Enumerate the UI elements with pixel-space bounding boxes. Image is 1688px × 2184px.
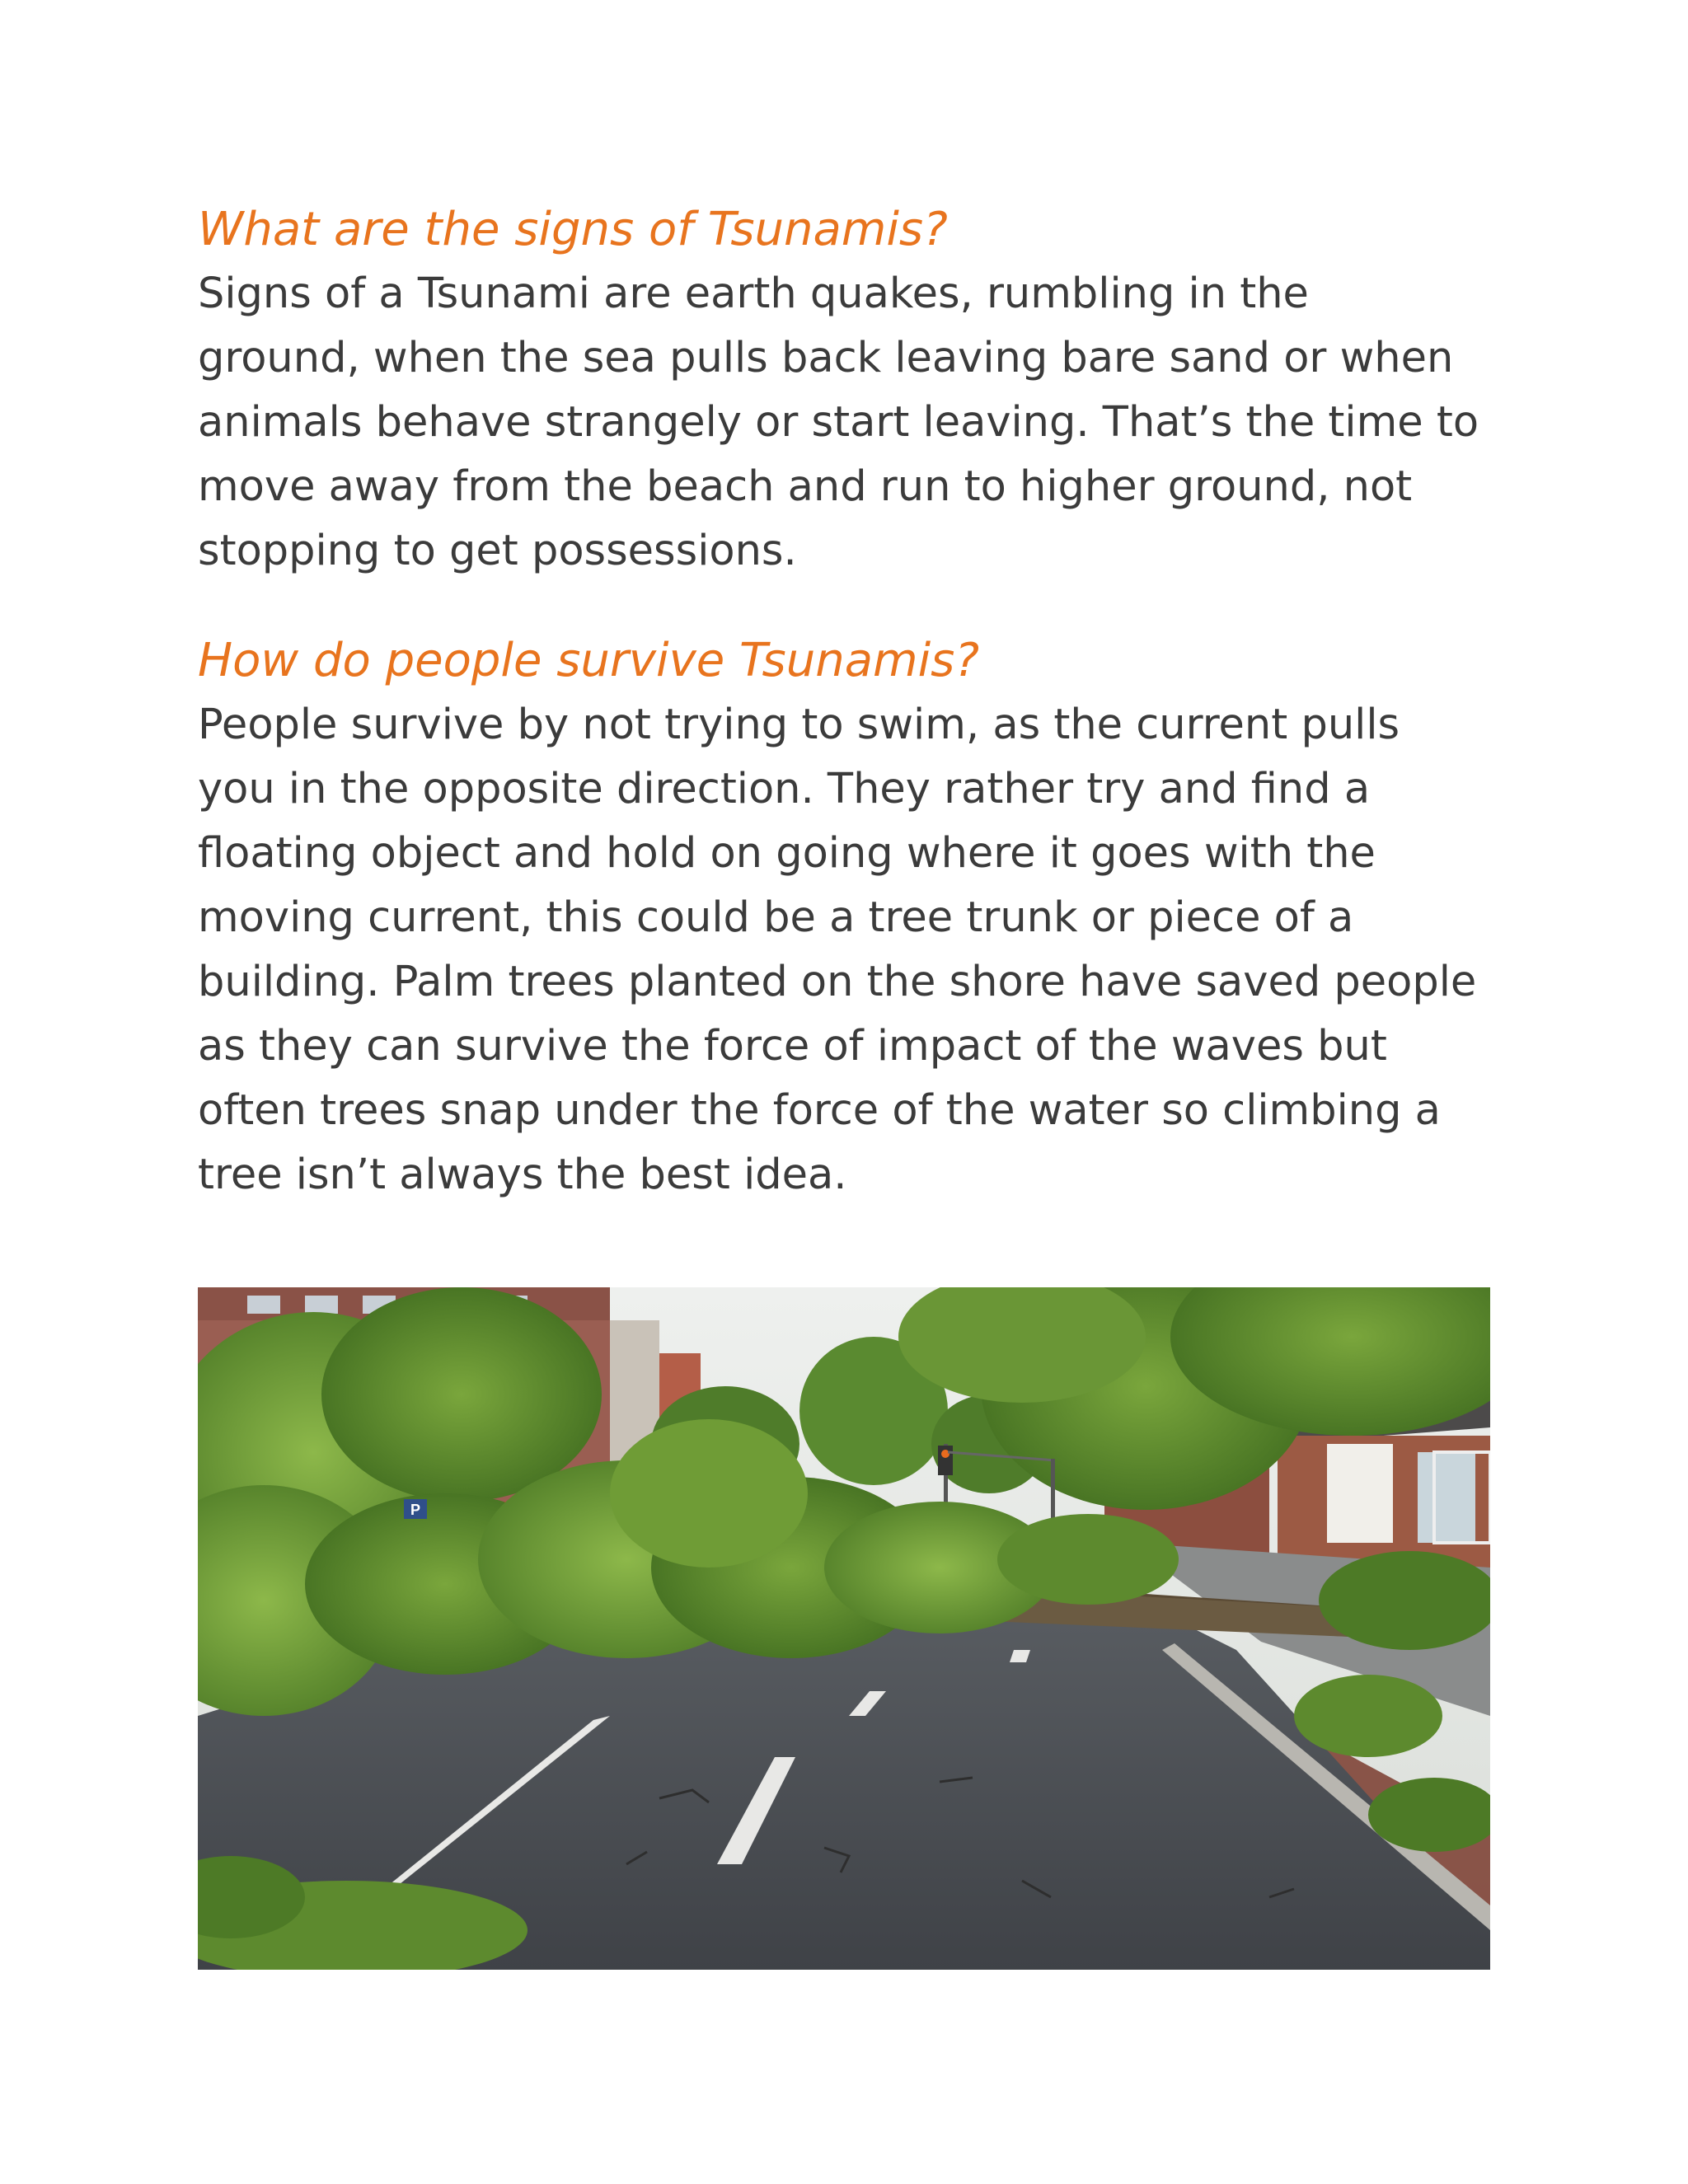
text-content <box>198 198 1500 1207</box>
photo-illustration <box>198 1287 1490 1970</box>
text-line: ground, when the sea pulls back leaving bare sand or when <box>198 334 1454 382</box>
text-line: animals behave strangely or start leaving. That’s the time to <box>198 398 1479 447</box>
text-line: as they can survive the force of impact of the waves but <box>198 1022 1387 1071</box>
text-line: Signs of a Tsunami are earth quakes, rumbling in the <box>198 269 1309 318</box>
text-line: tree isn’t always the best idea. <box>198 1151 847 1199</box>
fallen-tree-street-photo <box>198 1287 1490 1970</box>
section-tsunami-survival <box>198 629 1500 1207</box>
text-line: building. Palm trees planted on the shore have saved people <box>198 958 1477 1006</box>
paragraph-tsunami-survival <box>198 693 1500 1207</box>
heading-tsunami-survival: How do people survive Tsunamis? <box>198 634 980 687</box>
paragraph-tsunami-signs <box>198 262 1500 583</box>
parking-sign-label: P <box>410 1502 421 1518</box>
text-line: floating object and hold on going where it goes with the <box>198 829 1376 878</box>
heading-tsunami-signs: What are the signs of Tsunamis? <box>198 203 948 256</box>
text-line: move away from the beach and run to higher ground, not <box>198 462 1413 511</box>
text-line: you in the opposite direction. They rather try and find a <box>198 765 1371 813</box>
parking-sign <box>404 1499 427 1519</box>
section-tsunami-signs <box>198 198 1500 583</box>
text-line: moving current, this could be a tree trunk or piece of a <box>198 893 1354 942</box>
text-line: stopping to get possessions. <box>198 527 797 575</box>
text-line: often trees snap under the force of the water so climbing a <box>198 1086 1441 1135</box>
text-line: People survive by not trying to swim, as the current pulls <box>198 701 1400 749</box>
